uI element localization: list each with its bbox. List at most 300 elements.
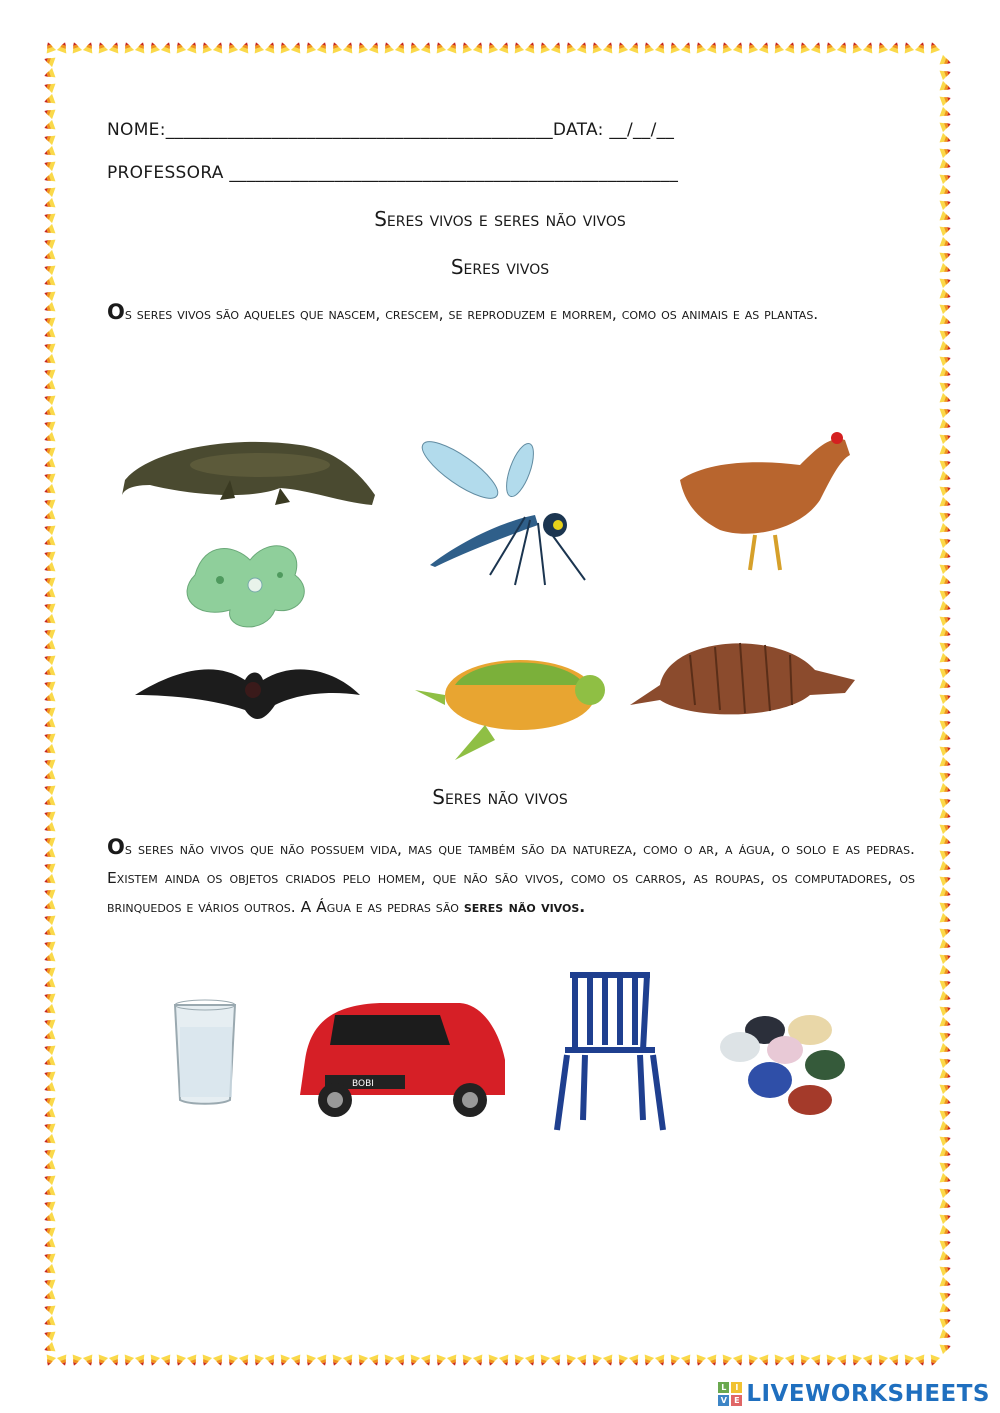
candy-corn-icon: [161, 41, 174, 54]
candy-corn-icon: [43, 340, 56, 353]
candy-corn-icon: [940, 977, 953, 990]
candy-corn-icon: [213, 1355, 226, 1368]
candy-corn-icon: [525, 1355, 538, 1368]
candy-corn-icon: [225, 1355, 238, 1368]
candy-corn-icon: [381, 1355, 394, 1368]
candy-corn-icon: [421, 1355, 434, 1368]
candy-corn-icon: [940, 1341, 953, 1354]
candy-corn-icon: [43, 184, 56, 197]
candy-corn-icon: [940, 679, 953, 692]
nonliving-pictures: [160, 965, 860, 1150]
candy-corn-icon: [43, 1186, 56, 1199]
candy-corn-icon: [940, 55, 953, 68]
candy-corn-icon: [251, 41, 264, 54]
candy-corn-icon: [43, 744, 56, 757]
candy-corn-icon: [43, 328, 56, 341]
candy-corn-icon: [459, 41, 472, 54]
candy-corn-icon: [940, 1329, 953, 1342]
candy-corn-icon: [823, 1355, 836, 1368]
candy-corn-icon: [161, 1355, 174, 1368]
candy-corn-icon: [771, 1355, 784, 1368]
candy-corn-icon: [499, 41, 512, 54]
candy-corn-icon: [83, 1355, 96, 1368]
candy-corn-icon: [940, 301, 953, 314]
candy-corn-icon: [265, 41, 278, 54]
candy-corn-icon: [940, 523, 953, 536]
candy-corn-icon: [109, 1355, 122, 1368]
candy-corn-icon: [239, 41, 252, 54]
candy-corn-icon: [940, 353, 953, 366]
candy-corn-icon: [291, 41, 304, 54]
candy-corn-icon: [95, 41, 108, 54]
candy-corn-icon: [43, 314, 56, 327]
section-heading-living: Seres vivos: [450, 255, 550, 279]
candy-corn-icon: [940, 1133, 953, 1146]
paragraph-nonliving-text: s seres não vivos que não possuem vida, mas que também são da natureza, como o ar, a água, o solo e as pedras. Existem ainda os objetos criados pelo homem, que não são vivos, como os carros, as roupas, os computadores, os brinquedos e vários outros. A Água e as pedras são: [107, 840, 915, 916]
candy-corn-icon: [447, 1355, 460, 1368]
candy-corn-icon: [940, 535, 953, 548]
candy-corn-icon: [43, 704, 56, 717]
logo-squares-icon: [718, 1382, 742, 1406]
candy-corn-icon: [43, 860, 56, 873]
candy-corn-icon: [43, 964, 56, 977]
candy-corn-icon: [317, 41, 330, 54]
candy-corn-icon: [43, 1146, 56, 1159]
candy-corn-icon: [43, 536, 56, 549]
candy-corn-icon: [940, 691, 953, 704]
red-car-image: [300, 1003, 505, 1117]
candy-corn-icon: [785, 1355, 798, 1368]
candy-corn-icon: [43, 406, 56, 419]
candy-corn-icon: [485, 1355, 498, 1368]
candy-corn-icon: [537, 41, 550, 54]
candy-corn-icon: [940, 379, 953, 392]
teacher-line: PROFESSORA ___________________________________________________: [107, 163, 679, 183]
candy-corn-icon: [43, 1290, 56, 1303]
candy-corn-icon: [940, 341, 953, 354]
candy-corn-icon: [915, 41, 928, 54]
mosquito-image: [415, 433, 585, 585]
candy-corn-icon: [499, 1355, 512, 1368]
candy-corn-icon: [43, 484, 56, 497]
candy-corn-icon: [940, 821, 953, 834]
candy-corn-icon: [43, 68, 56, 81]
candy-corn-icon: [303, 41, 316, 54]
candy-corn-icon: [43, 1068, 56, 1081]
candy-corn-icon: [681, 1355, 694, 1368]
candy-corn-icon: [43, 990, 56, 1003]
candy-corn-icon: [940, 1303, 953, 1316]
candy-corn-icon: [940, 887, 953, 900]
candy-corn-icon: [875, 1355, 888, 1368]
candy-corn-icon: [940, 1081, 953, 1094]
candy-corn-icon: [43, 548, 56, 561]
candy-corn-icon: [940, 1043, 953, 1056]
candy-corn-icon: [849, 1355, 862, 1368]
candy-corn-icon: [109, 41, 122, 54]
candy-corn-icon: [43, 600, 56, 613]
candy-corn-icon: [43, 900, 56, 913]
candy-corn-icon: [43, 626, 56, 639]
candy-corn-icon: [811, 41, 824, 54]
candy-corn-icon: [525, 41, 538, 54]
candy-corn-icon: [940, 119, 953, 132]
candy-corn-icon: [199, 1355, 212, 1368]
candy-corn-icon: [940, 627, 953, 640]
candy-corn-icon: [83, 41, 96, 54]
candy-corn-icon: [940, 601, 953, 614]
candy-corn-icon: [940, 419, 953, 432]
crocodile-image: [122, 442, 375, 505]
candy-corn-icon: [43, 1264, 56, 1277]
candy-corn-icon: [655, 41, 668, 54]
candy-corn-icon: [121, 41, 134, 54]
candy-corn-icon: [43, 288, 56, 301]
candy-corn-icon: [940, 1237, 953, 1250]
candy-corn-icon: [563, 1355, 576, 1368]
candy-corn-icon: [811, 1355, 824, 1368]
candy-corn-icon: [940, 393, 953, 406]
candy-corn-icon: [43, 666, 56, 679]
candy-corn-icon: [940, 549, 953, 562]
candy-corn-icon: [69, 41, 82, 54]
logo-square: L: [718, 1382, 729, 1393]
candy-corn-icon: [940, 1225, 953, 1238]
candy-corn-icon: [43, 1004, 56, 1017]
candy-corn-icon: [459, 1355, 472, 1368]
candy-corn-icon: [57, 41, 70, 54]
candy-corn-icon: [43, 1056, 56, 1069]
candy-corn-icon: [603, 41, 616, 54]
candy-corn-icon: [940, 1055, 953, 1068]
candy-corn-icon: [381, 41, 394, 54]
candy-corn-icon: [277, 1355, 290, 1368]
candy-corn-icon: [173, 1355, 186, 1368]
candy-corn-icon: [43, 510, 56, 523]
candy-corn-icon: [927, 1355, 940, 1368]
candy-corn-icon: [759, 41, 772, 54]
armadillo-image: [630, 643, 855, 714]
candy-corn-icon: [629, 41, 642, 54]
candy-corn-icon: [187, 41, 200, 54]
candy-corn-icon: [940, 1185, 953, 1198]
candy-corn-icon: [43, 41, 56, 54]
candy-corn-icon: [43, 808, 56, 821]
candy-corn-icon: [940, 1211, 953, 1224]
candy-corn-icon: [43, 1342, 56, 1355]
candy-corn-icon: [940, 561, 953, 574]
candy-corn-icon: [43, 1030, 56, 1043]
candy-corn-icon: [940, 965, 953, 978]
candy-corn-icon: [681, 41, 694, 54]
candy-corn-icon: [940, 717, 953, 730]
candy-corn-icon: [433, 1355, 446, 1368]
candy-corn-icon: [940, 185, 953, 198]
paragraph-nonliving: [107, 833, 915, 922]
candy-corn-icon: [940, 835, 953, 848]
candy-corn-icon: [511, 41, 524, 54]
candy-corn-icon: [43, 94, 56, 107]
candy-corn-icon: [641, 41, 654, 54]
candy-corn-icon: [43, 1328, 56, 1341]
candy-corn-icon: [940, 431, 953, 444]
logo-square: E: [731, 1395, 742, 1406]
candy-corn-icon: [940, 159, 953, 172]
candy-corn-icon: [43, 54, 56, 67]
candy-corn-icon: [43, 1316, 56, 1329]
candy-corn-icon: [43, 418, 56, 431]
candy-corn-icon: [901, 41, 914, 54]
candy-corn-icon: [940, 471, 953, 484]
candy-corn-icon: [707, 1355, 720, 1368]
candy-corn-icon: [43, 522, 56, 535]
candy-corn-icon: [43, 756, 56, 769]
candy-corn-icon: [355, 1355, 368, 1368]
liveworksheets-logo: [718, 1381, 990, 1407]
candy-corn-icon: [43, 588, 56, 601]
candy-corn-icon: [940, 171, 953, 184]
candy-corn-icon: [940, 939, 953, 952]
candy-corn-icon: [927, 41, 940, 54]
candy-corn-icon: [43, 458, 56, 471]
candy-corn-icon: [745, 1355, 758, 1368]
candy-corn-icon: [849, 41, 862, 54]
candy-corn-icon: [147, 41, 160, 54]
candy-corn-icon: [43, 834, 56, 847]
candy-corn-icon: [43, 1120, 56, 1133]
candy-corn-icon: [43, 770, 56, 783]
candy-corn-icon: [940, 639, 953, 652]
candy-corn-icon: [369, 1355, 382, 1368]
candy-corn-icon: [473, 1355, 486, 1368]
candy-corn-icon: [511, 1355, 524, 1368]
candy-corn-icon: [395, 41, 408, 54]
candy-corn-icon: [291, 1355, 304, 1368]
name-date-line: NOME:____________________________________________DATA: __/__/__: [107, 120, 675, 140]
candy-corn-icon: [95, 1355, 108, 1368]
candy-corn-icon: [667, 1355, 680, 1368]
candy-corn-icon: [329, 41, 342, 54]
candy-corn-icon: [615, 41, 628, 54]
candy-corn-icon: [875, 41, 888, 54]
candy-corn-icon: [940, 705, 953, 718]
candy-corn-icon: [447, 41, 460, 54]
candy-corn-icon: [733, 41, 746, 54]
paragraph-living-text: s seres vivos são aqueles que nascem, crescem, se reproduzem e morrem, como os animais e as plantas.: [124, 305, 819, 323]
candy-corn-icon: [693, 1355, 706, 1368]
candy-corn-icon: [43, 380, 56, 393]
candy-corn-icon: [135, 1355, 148, 1368]
candy-corn-icon: [43, 354, 56, 367]
paragraph-living: [107, 298, 915, 329]
candy-corn-icon: [43, 106, 56, 119]
candy-corn-icon: [43, 302, 56, 315]
candy-corn-icon: [57, 1355, 70, 1368]
candy-corn-icon: [940, 1263, 953, 1276]
candy-corn-icon: [940, 1289, 953, 1302]
candy-corn-icon: [901, 1355, 914, 1368]
candy-corn-icon: [43, 718, 56, 731]
candy-corn-icon: [940, 951, 953, 964]
candy-corn-icon: [940, 1199, 953, 1212]
candy-corn-icon: [43, 1082, 56, 1095]
candy-corn-icon: [940, 93, 953, 106]
candy-corn-icon: [940, 575, 953, 588]
candy-corn-icon: [395, 1355, 408, 1368]
candy-corn-icon: [940, 145, 953, 158]
candy-corn-icon: [940, 289, 953, 302]
candy-corn-icon: [43, 1224, 56, 1237]
bat-image: [135, 669, 360, 719]
candy-corn-icon: [43, 978, 56, 991]
candy-corn-icon: [43, 1212, 56, 1225]
candy-corn-icon: [43, 848, 56, 861]
candy-corn-icon: [43, 938, 56, 951]
candy-corn-icon: [43, 886, 56, 899]
candy-corn-icon: [225, 41, 238, 54]
candy-corn-icon: [43, 1302, 56, 1315]
candy-corn-icon: [43, 1198, 56, 1211]
candy-corn-icon: [940, 665, 953, 678]
candy-corn-icon: [43, 1172, 56, 1185]
candy-corn-icon: [940, 67, 953, 80]
candy-corn-icon: [43, 470, 56, 483]
candy-corn-icon: [940, 445, 953, 458]
candy-corn-icon: [473, 41, 486, 54]
candy-corn-icon: [589, 41, 602, 54]
candy-corn-icon: [317, 1355, 330, 1368]
candy-corn-icon: [43, 926, 56, 939]
candy-corn-icon: [43, 146, 56, 159]
candy-corn-icon: [707, 41, 720, 54]
candy-corn-icon: [43, 730, 56, 743]
candy-corn-icon: [43, 432, 56, 445]
amoeba-image: [187, 546, 304, 627]
candy-corn-icon: [940, 873, 953, 886]
candy-corn-icon: [915, 1355, 928, 1368]
candy-corn-icon: [940, 457, 953, 470]
candy-corn-icon: [407, 41, 420, 54]
candy-corn-icon: [641, 1355, 654, 1368]
candy-corn-icon: [940, 861, 953, 874]
logo-square: V: [718, 1395, 729, 1406]
candy-corn-icon: [43, 366, 56, 379]
living-beings-pictures: [110, 410, 880, 770]
candy-corn-icon: [589, 1355, 602, 1368]
candy-corn-icon: [629, 1355, 642, 1368]
hen-image: [680, 432, 850, 570]
candy-corn-icon: [537, 1355, 550, 1368]
candy-corn-icon: [213, 41, 226, 54]
candy-corn-icon: [771, 41, 784, 54]
candy-corn-icon: [940, 133, 953, 146]
candy-corn-icon: [43, 1355, 56, 1368]
candy-corn-icon: [135, 41, 148, 54]
candy-corn-icon: [940, 1107, 953, 1120]
candy-corn-icon: [940, 1277, 953, 1290]
candy-corn-icon: [940, 483, 953, 496]
candy-corn-icon: [43, 640, 56, 653]
candy-corn-icon: [43, 912, 56, 925]
candy-corn-icon: [733, 1355, 746, 1368]
candy-corn-icon: [863, 41, 876, 54]
candy-corn-icon: [693, 41, 706, 54]
candy-corn-icon: [797, 41, 810, 54]
candy-corn-icon: [303, 1355, 316, 1368]
candy-corn-icon: [940, 743, 953, 756]
candy-corn-icon: [69, 1355, 82, 1368]
candy-corn-icon: [889, 1355, 902, 1368]
candy-corn-icon: [940, 731, 953, 744]
candy-corn-icon: [940, 107, 953, 120]
candy-corn-icon: [43, 574, 56, 587]
candy-corn-icon: [940, 405, 953, 418]
candy-corn-icon: [940, 1251, 953, 1264]
candy-corn-icon: [43, 822, 56, 835]
page-title: Seres vivos e seres não vivos: [374, 207, 626, 231]
candy-corn-icon: [43, 874, 56, 887]
candy-corn-icon: [343, 41, 356, 54]
candy-corn-icon: [43, 158, 56, 171]
section-heading-nonliving: Seres não vivos: [432, 785, 568, 809]
candy-corn-icon: [667, 41, 680, 54]
candy-corn-icon: [940, 809, 953, 822]
candy-corn-icon: [940, 991, 953, 1004]
candy-corn-icon: [940, 769, 953, 782]
candy-corn-icon: [940, 587, 953, 600]
drop-letter: O: [107, 835, 125, 859]
candy-corn-icon: [43, 562, 56, 575]
candy-corn-icon: [655, 1355, 668, 1368]
candy-corn-icon: [147, 1355, 160, 1368]
candy-corn-icon: [615, 1355, 628, 1368]
candy-corn-icon: [797, 1355, 810, 1368]
candy-corn-icon: [433, 41, 446, 54]
candy-corn-icon: [785, 41, 798, 54]
drop-letter: O: [107, 300, 125, 324]
logo-square: I: [731, 1382, 742, 1393]
candy-corn-icon: [889, 41, 902, 54]
candy-corn-icon: [940, 1069, 953, 1082]
candy-corn-icon: [940, 1029, 953, 1042]
candy-corn-icon: [121, 1355, 134, 1368]
candy-corn-icon: [43, 1276, 56, 1289]
candy-corn-icon: [43, 952, 56, 965]
blue-chair-image: [557, 975, 663, 1130]
candy-corn-icon: [603, 1355, 616, 1368]
car-plate: BOBI: [352, 1079, 374, 1089]
candy-corn-icon: [940, 1095, 953, 1108]
candy-corn-icon: [199, 41, 212, 54]
candy-corn-icon: [369, 41, 382, 54]
candy-corn-icon: [329, 1355, 342, 1368]
candy-corn-icon: [940, 327, 953, 340]
candy-corn-icon: [940, 315, 953, 328]
candy-corn-icon: [719, 1355, 732, 1368]
candy-corn-icon: [940, 1173, 953, 1186]
candy-corn-icon: [43, 1160, 56, 1173]
candy-corn-icon: [407, 1355, 420, 1368]
candy-corn-icon: [355, 41, 368, 54]
candy-corn-icon: [43, 692, 56, 705]
candy-corn-icon: [837, 1355, 850, 1368]
candy-corn-icon: [43, 1250, 56, 1263]
candy-corn-icon: [940, 1121, 953, 1134]
candy-corn-icon: [940, 847, 953, 860]
candy-corn-icon: [577, 41, 590, 54]
candy-corn-icon: [940, 237, 953, 250]
candy-corn-icon: [485, 41, 498, 54]
